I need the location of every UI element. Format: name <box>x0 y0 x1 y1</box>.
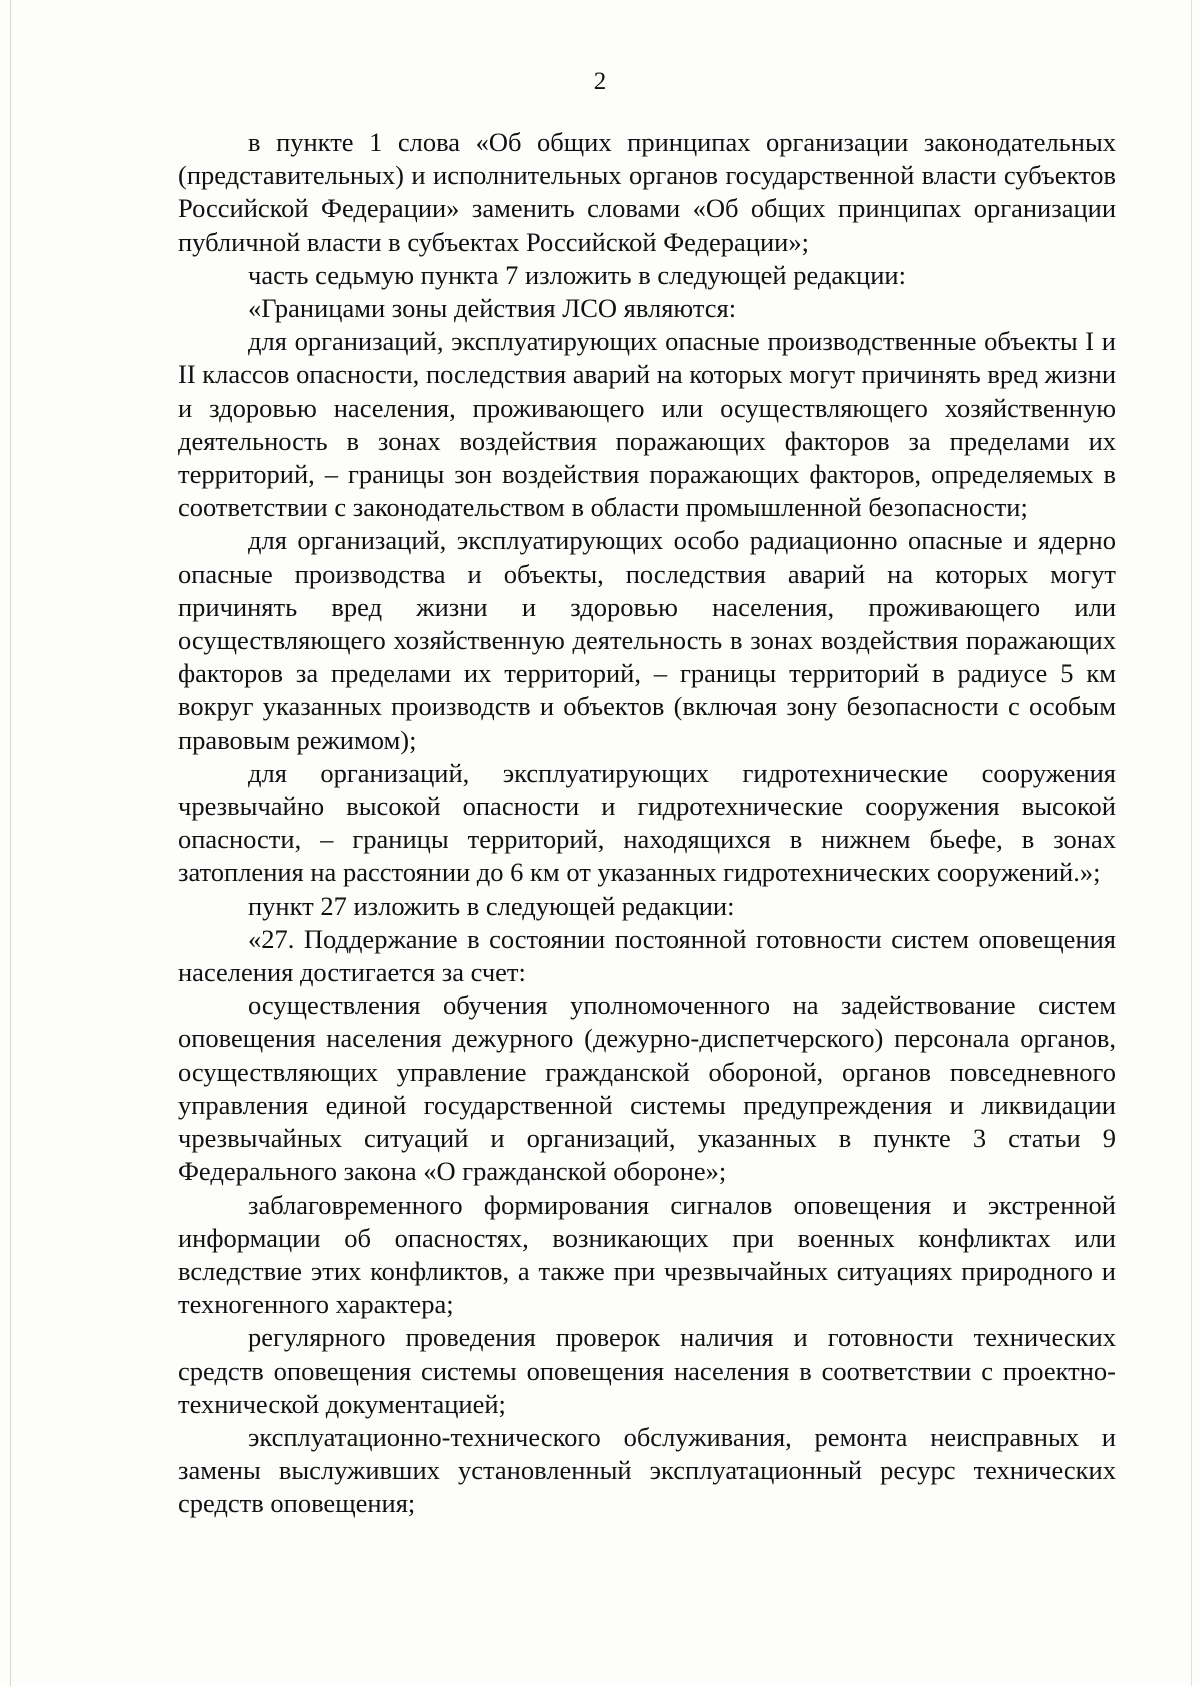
paragraph-maintenance: эксплуатационно-технического обслуживания, ремонта неисправных и замены выслуживших установленный эксплуатационный ресурс технических средств оповещения; <box>178 1421 1116 1519</box>
paragraph-radiation-facilities: для организаций, эксплуатирующих особо радиационно опасные и ядерно опасные производства и объекты, последствия аварий на которых могут причинять вред жизни и здоровью населения, проживающего или осуществляющего хозяйственную деятельность в зонах воздействия поражающих факторов за пределами их территорий, – границы территорий в радиусе 5 км вокруг указанных производств и объектов (включая зону безопасности с особым правовым режимом); <box>178 525 1116 755</box>
paragraph-hydro-facilities: для организаций, эксплуатирующих гидротехнические сооружения чрезвычайно высокой опасности и гидротехнические сооружения высокой опасности, – границы территорий, находящихся в нижнем бьефе, в зонах затопления на расстоянии до 6 км от указанных гидротехнических сооружений.»; <box>178 757 1116 888</box>
paragraph-item-7-intro: часть седьмую пункта 7 изложить в следующей редакции: <box>248 259 906 290</box>
paragraph-item-27-intro: пункт 27 изложить в следующей редакции: <box>248 890 735 921</box>
paragraph-inspections: регулярного проведения проверок наличия и готовности технических средств оповещения системы оповещения населения в соответствии с проектно-технической документацией; <box>178 1322 1116 1419</box>
paragraph-signals: заблаговременного формирования сигналов оповещения и экстренной информации об опасностях, возникающих при военных конфликтах или вследствие этих конфликтов, а также при чрезвычайных ситуациях природного и техногенного характера; <box>178 1189 1116 1320</box>
document-body <box>178 126 1116 1521</box>
paragraph-training: осуществления обучения уполномоченного на задействование систем оповещения населения дежурного (дежурно-диспетчерского) персонала органов, осуществляющих управление гражданской обороной, органов повседневного управления единой государственной системы предупреждения и ликвидации чрезвычайных ситуаций и организаций, указанных в пункте 3 статьи 9 Федерального закона «О гражданской обороне»; <box>178 990 1116 1187</box>
page-number: 2 <box>593 68 607 95</box>
paragraph-lso-boundaries: «Границами зоны действия ЛСО являются: <box>248 293 737 324</box>
scan-edge-right <box>1191 0 1192 1686</box>
paragraph-hazardous-facilities: для организаций, эксплуатирующих опасные производственные объекты I и II классов опасности, последствия аварий на которых могут причинять вред жизни и здоровью населения, проживающего или осуществляющего хозяйственную деятельность в зонах воздействия поражающих факторов за пределами их территорий, – границы зон воздействия поражающих факторов, определяемых в соответствии с законодательством в области промышленной безопасности; <box>178 326 1116 523</box>
scan-edge-left <box>10 0 11 1686</box>
paragraph-amend-item-1: в пункте 1 слова «Об общих принципах организации законодательных (представительных) и исполнительных органов государственной власти субъектов Российской Федерации» заменить словами «Об общих принципах организации публичной власти в субъектах Российской Федерации»; <box>178 127 1116 257</box>
paragraph-item-27-text: «27. Поддержание в состоянии постоянной готовности систем оповещения населения достигается за счет: <box>178 923 1116 988</box>
